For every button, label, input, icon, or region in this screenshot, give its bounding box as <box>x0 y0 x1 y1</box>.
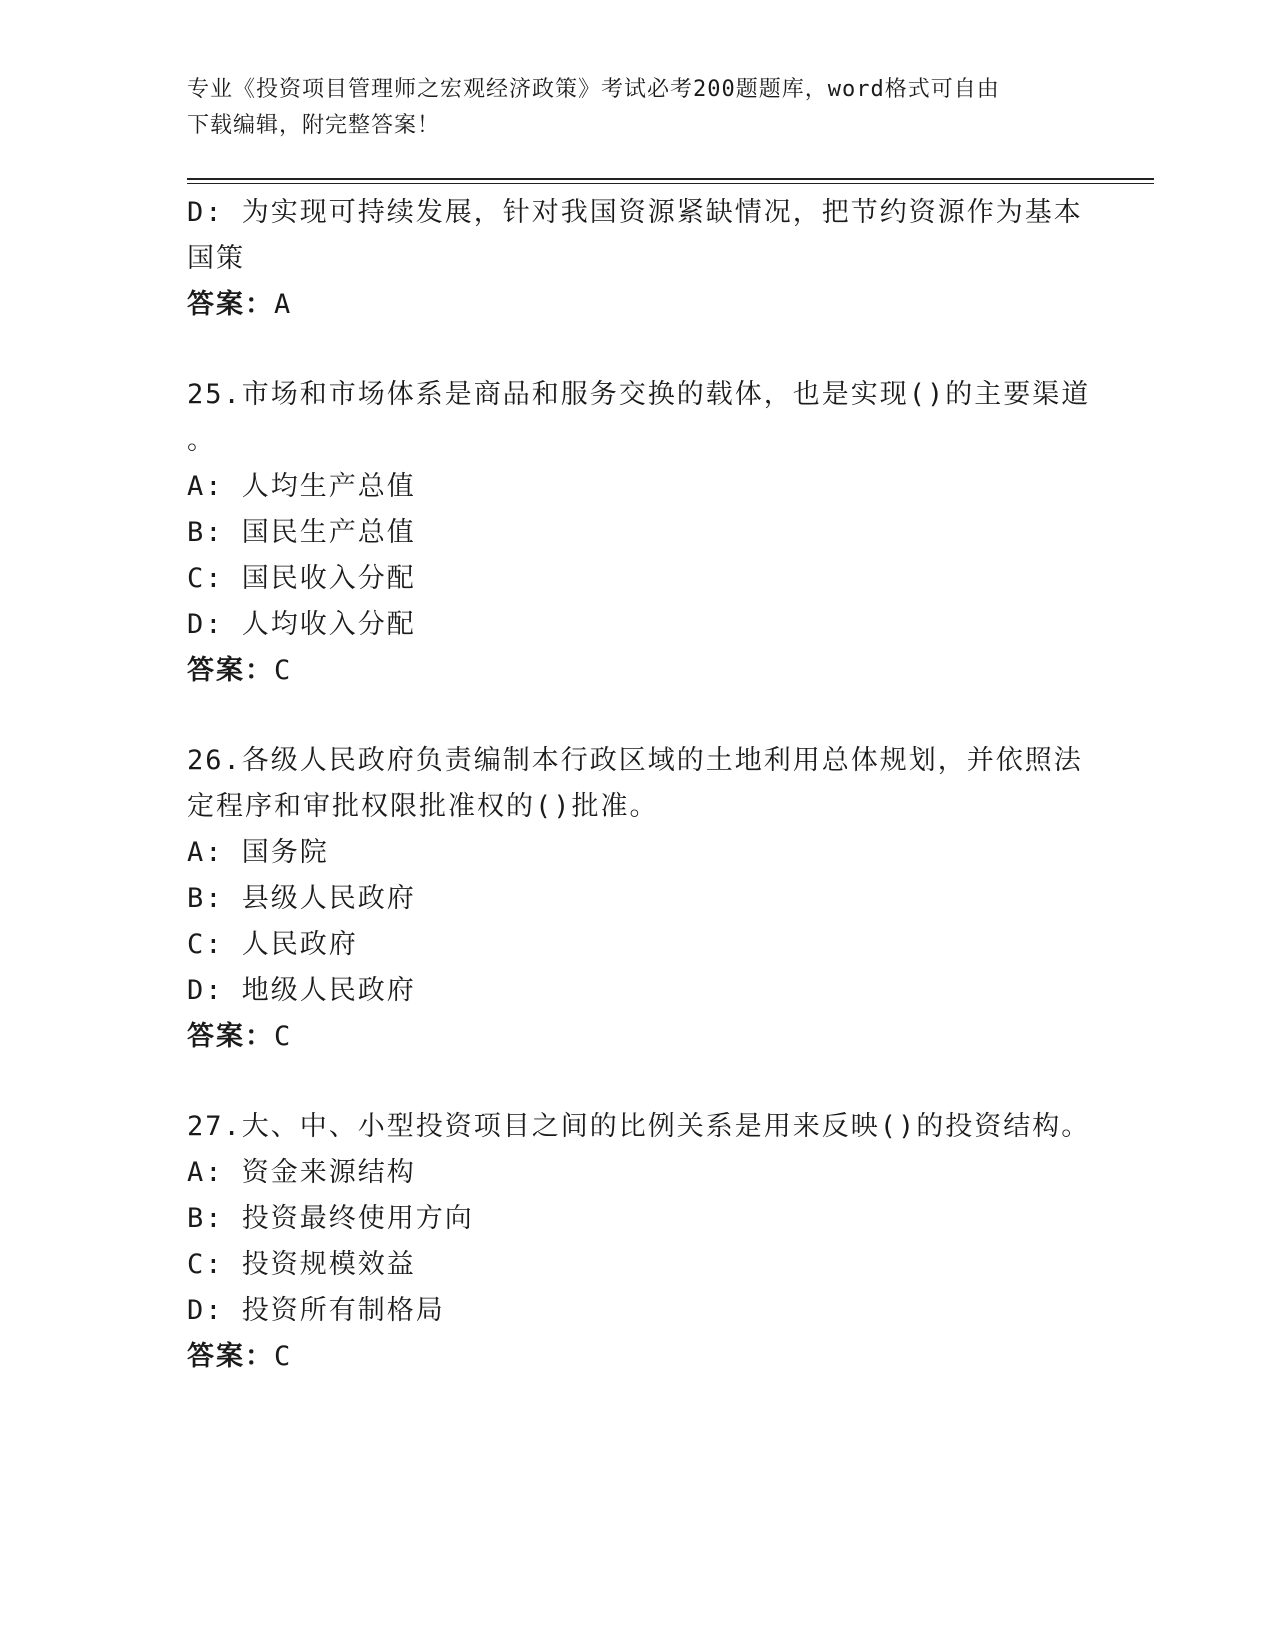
option-d: D: 投资所有制格局 <box>187 1295 445 1326</box>
header-line-2: 下载编辑，附完整答案！ <box>187 113 441 138</box>
question-26 <box>187 738 1087 1060</box>
answer-value: A <box>274 289 293 320</box>
header-line-1: 专业《投资项目管理师之宏观经济政策》考试必考200题题库，word格式可自由 <box>187 77 1000 102</box>
question-stem-continued: 。 <box>187 425 216 456</box>
answer <box>187 648 1087 694</box>
header-rule-thin <box>187 183 1154 184</box>
answer <box>187 1014 1087 1060</box>
option-a: A: 国务院 <box>187 837 329 868</box>
option-b: B: 县级人民政府 <box>187 883 416 914</box>
document-header <box>187 72 1067 144</box>
option-a: A: 资金来源结构 <box>187 1157 416 1188</box>
option-c: C: 国民收入分配 <box>187 563 416 594</box>
option-c: C: 投资规模效益 <box>187 1249 416 1280</box>
answer-label: 答案： <box>187 289 274 320</box>
option-d-continued: 国策 <box>187 243 245 274</box>
header-rule-thick <box>187 178 1154 180</box>
answer-value: C <box>274 655 293 686</box>
answer-label: 答案： <box>187 1021 274 1052</box>
option-d: D: 地级人民政府 <box>187 975 416 1006</box>
question-stem: 26.各级人民政府负责编制本行政区域的土地利用总体规划，并依照法 <box>187 745 1083 776</box>
answer <box>187 1334 1087 1380</box>
question-content <box>187 190 1091 1424</box>
answer-label: 答案： <box>187 655 274 686</box>
previous-question-tail <box>187 190 1087 328</box>
question-25 <box>187 372 1091 694</box>
answer <box>187 282 1087 328</box>
option-d: D: 人均收入分配 <box>187 609 416 640</box>
question-stem-continued: 定程序和审批权限批准权的()批准。 <box>187 791 659 822</box>
answer-label: 答案： <box>187 1341 274 1372</box>
question-stem: 25.市场和市场体系是商品和服务交换的载体，也是实现()的主要渠道 <box>187 379 1091 410</box>
option-b: B: 国民生产总值 <box>187 517 416 548</box>
option-d: D: 为实现可持续发展，针对我国资源紧缺情况，把节约资源作为基本 <box>187 197 1083 228</box>
option-b: B: 投资最终使用方向 <box>187 1203 474 1234</box>
option-c: C: 人民政府 <box>187 929 358 960</box>
answer-value: C <box>274 1341 293 1372</box>
question-stem: 27.大、中、小型投资项目之间的比例关系是用来反映()的投资结构。 <box>187 1111 1091 1142</box>
question-27 <box>187 1104 1091 1380</box>
option-a: A: 人均生产总值 <box>187 471 416 502</box>
answer-value: C <box>274 1021 293 1052</box>
